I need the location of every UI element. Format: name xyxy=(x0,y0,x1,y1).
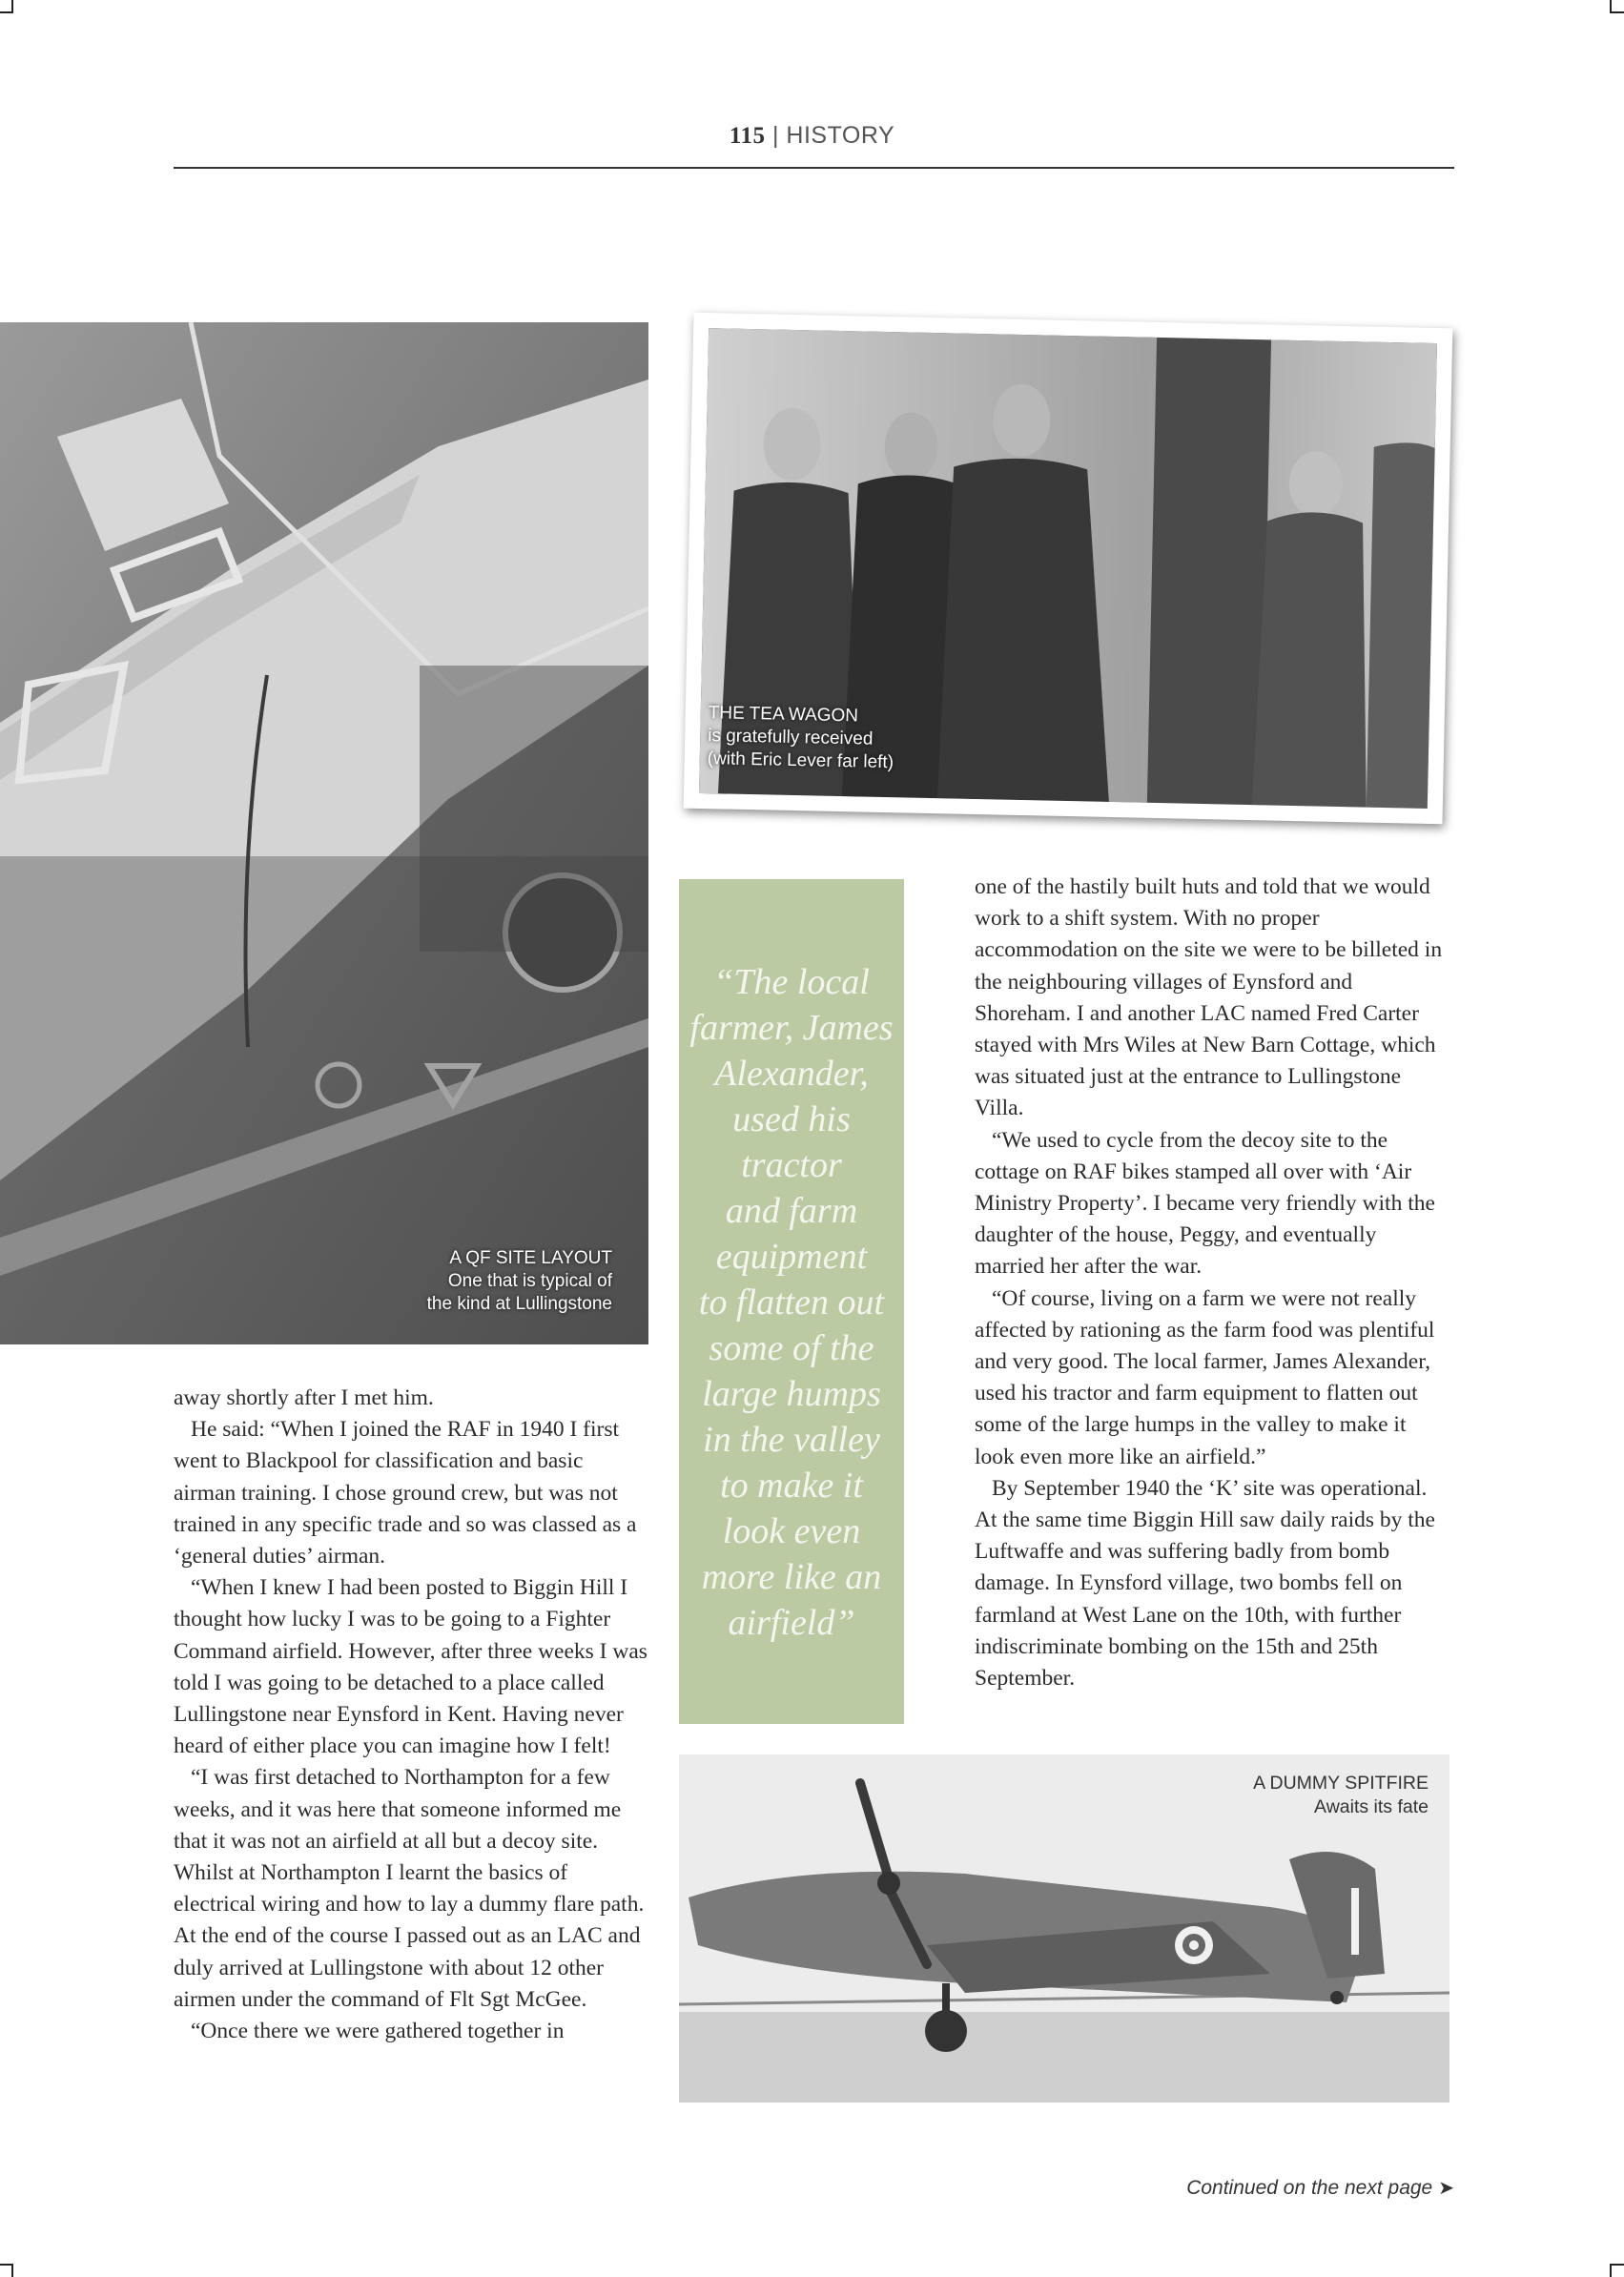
tea-wagon-photo-frame xyxy=(684,313,1453,825)
paragraph: away shortly after I met him. xyxy=(174,1385,434,1410)
crop-mark xyxy=(1611,11,1624,13)
paragraph: “Once there we were gathered together in xyxy=(191,2019,565,2044)
pull-quote-line: to flatten out xyxy=(698,1282,885,1323)
aerial-photo-caption xyxy=(427,1247,612,1316)
paragraph: By September 1940 the ‘K’ site was operational. At the same time Biggin Hill saw daily raids by the Luftwaffe and was suffering badly from bomb damage. In Eynsford village, two bombs fell on farmland at West Lane on the 10th, with further indiscriminate bombing on the 15th and 25th September. xyxy=(975,1475,1435,1692)
caption-line: the kind at Lullingstone xyxy=(426,1294,612,1314)
pull-quote-line: airfield” xyxy=(728,1603,855,1643)
pull-quote xyxy=(679,959,904,1646)
running-header xyxy=(0,122,1624,150)
crop-mark xyxy=(0,2264,13,2266)
pull-quote-line: and farm xyxy=(725,1191,858,1231)
pull-quote-box xyxy=(679,879,904,1724)
pull-quote-line: to make it xyxy=(720,1466,863,1506)
paragraph: He said: “When I joined the RAF in 1940 I first went to Blackpool for classification and basic airman training. I chose ground crew, but was not trained in any specific trade and so was classed as a ‘general duties’ airman. xyxy=(174,1417,637,1569)
pull-quote-line: some of the xyxy=(709,1328,874,1368)
crop-mark xyxy=(1611,2264,1624,2266)
pull-quote-line: large humps xyxy=(702,1374,881,1414)
caption-title: A QF SITE LAYOUT xyxy=(449,1248,612,1268)
article-column-right xyxy=(975,872,1451,1694)
tea-wagon-photo xyxy=(699,328,1437,809)
arrow-right-icon: ➤ xyxy=(1438,2178,1454,2199)
header-rule xyxy=(174,167,1454,169)
tea-wagon-caption xyxy=(707,702,894,774)
pull-quote-line: “The local xyxy=(713,962,870,1002)
crop-mark xyxy=(11,2264,13,2277)
caption-line: (with Eric Lever far left) xyxy=(707,749,894,773)
aerial-photo xyxy=(0,322,648,1344)
continued-text: Continued on the next page xyxy=(1186,2177,1433,2199)
continued-link[interactable] xyxy=(1186,2176,1454,2200)
crop-mark xyxy=(0,11,13,13)
section-title: HISTORY xyxy=(786,122,895,149)
paragraph: “I was first detached to Northampton for a few weeks, and it was here that someone informed me that it was not an airfield at all but a decoy site. Whilst at Northampton I learnt the basics of electrical wiring and how to lay a dummy flare path. At the end of the course I passed out as an LAC and duly arrived at Lullingstone with about 12 other airmen under the command of Flt Sgt McGee. xyxy=(174,1765,645,2012)
caption-line: Awaits its fate xyxy=(1314,1796,1429,1817)
crop-mark xyxy=(1610,2264,1612,2277)
caption-line: is gratefully received xyxy=(708,726,874,749)
pull-quote-line: Alexander, xyxy=(714,1054,869,1094)
aerial-photo-image xyxy=(0,322,648,1344)
spitfire-photo xyxy=(679,1754,1449,2103)
pull-quote-line: tractor xyxy=(741,1145,842,1185)
pull-quote-line: used his xyxy=(732,1099,851,1139)
caption-title: THE TEA WAGON xyxy=(708,703,859,727)
header-separator: | xyxy=(771,122,779,149)
paragraph: one of the hastily built huts and told that we would work to a shift system. With no proper accommodation on the site we were to be billeted in the neighbouring villages of Eynsford and Shoreham. I and another LAC named Fred Carter stayed with Mrs Wiles at New Barn Cottage, which was situated just at the entrance to Lullingstone Villa. xyxy=(975,874,1443,1121)
pull-quote-line: equipment xyxy=(715,1237,868,1277)
pull-quote-line: more like an xyxy=(701,1557,882,1597)
pull-quote-line: in the valley xyxy=(703,1420,880,1460)
spitfire-caption xyxy=(1253,1772,1429,1819)
pull-quote-line: farmer, James xyxy=(689,1008,894,1048)
paragraph: “When I knew I had been posted to Biggin Hill I thought how lucky I was to be going to a Fighter Command airfield. However, after three weeks I was told I was going to be detached to a place called Lullingstone near Eynsford in Kent. Having never heard of either place you can imagine how I felt! xyxy=(174,1575,648,1759)
page-number: 115 xyxy=(729,123,766,149)
caption-line: One that is typical of xyxy=(447,1271,612,1291)
paragraph: “Of course, living on a farm we were not really affected by rationing as the farm food was plentiful and very good. The local farmer, James Alexander, used his tractor and farm equipment to flatten out some of the large humps in the valley to make it look even more like an airfield.” xyxy=(975,1285,1435,1469)
article-column-left xyxy=(174,1383,650,2047)
paragraph: “We used to cycle from the decoy site to the cottage on RAF bikes stamped all over with ‘Air Ministry Property’. I became very friendly with the daughter of the house, Peggy, and eventually married her after the war. xyxy=(975,1127,1435,1280)
pull-quote-line: look even xyxy=(722,1511,861,1551)
caption-title: A DUMMY SPITFIRE xyxy=(1253,1773,1429,1794)
